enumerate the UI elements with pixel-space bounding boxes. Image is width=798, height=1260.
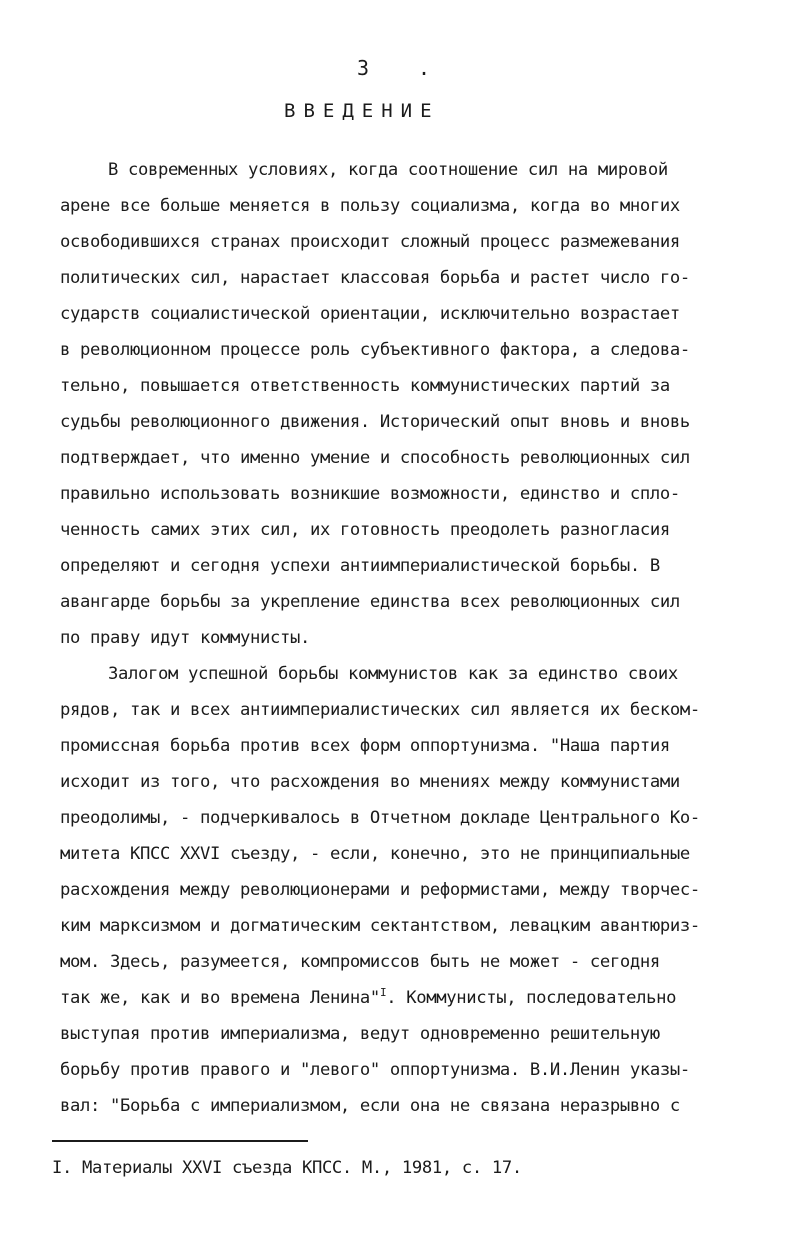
text-line: по праву идут коммунисты. (60, 628, 310, 648)
text-line: мом. Здесь, разумеется, компромиссов быть не может - сегодня (60, 952, 660, 972)
text-line: арене все больше меняется в пользу социализма, когда во многих (60, 196, 680, 216)
text-line: выступая против империализма, ведут одновременно решительную (60, 1024, 660, 1044)
page-dot: . (418, 56, 431, 80)
text-line-end: . Коммунисты, последовательно (386, 988, 677, 1008)
text-line: освободившихся странах происходит сложный процесс размежевания (60, 232, 680, 252)
page-number: 3 (357, 56, 370, 80)
text-line: тельно, повышается ответственность коммунистических партий за (60, 376, 670, 396)
text-line: промиссная борьба против всех форм оппортунизма. "Наша партия (60, 736, 670, 756)
text-line (60, 988, 676, 1008)
text-line: ким марксизмом и догматическим сектантством, левацким авантюриз- (60, 916, 700, 936)
text-line: определяют и сегодня успехи антиимпериалистической борьбы. В (60, 556, 660, 576)
text-line: Залогом успешной борьбы коммунистов как за единство своих (108, 664, 678, 684)
text-line: исходит из того, что расхождения во мнениях между коммунистами (60, 772, 680, 792)
text-line: преодолимы, - подчеркивалось в Отчетном докладе Центрального Ко- (60, 808, 700, 828)
text-line: ченность самих этих сил, их готовность преодолеть разногласия (60, 520, 670, 540)
text-line: сударств социалистической ориентации, исключительно возрастает (60, 304, 680, 324)
text-line-start: так же, как и во времена Ленина" (60, 988, 380, 1008)
text-line: митета КПСС XXVI съезду, - если, конечно, это не принципиальные (60, 844, 690, 864)
text-line: В современных условиях, когда соотношение сил на мировой (108, 160, 668, 180)
text-line: судьбы революционного движения. Исторический опыт вновь и вновь (60, 412, 690, 432)
text-line: борьбу против правого и "левого" оппортунизма. В.И.Ленин указы- (60, 1060, 690, 1080)
text-line: рядов, так и всех антиимпериалистических сил является их беском- (60, 700, 700, 720)
footnote-divider (52, 1140, 308, 1142)
footnote: I. Материалы XXVI съезда КПСС. М., 1981, с. 17. (52, 1158, 522, 1178)
page-title: ВВЕДЕНИЕ (284, 100, 440, 122)
text-line: в революционном процессе роль субъективного фактора, а следова- (60, 340, 690, 360)
text-line: авангарде борьбы за укрепление единства всех революционных сил (60, 592, 680, 612)
text-line: вал: "Борьба с империализмом, если она не связана неразрывно с (60, 1096, 680, 1116)
text-line: подтверждает, что именно умение и способность революционных сил (60, 448, 690, 468)
footnote-ref: I (379, 986, 387, 999)
text-line: расхождения между революционерами и реформистами, между творчес- (60, 880, 700, 900)
text-line: правильно использовать возникшие возможности, единство и спло- (60, 484, 680, 504)
text-line: политических сил, нарастает классовая борьба и растет число го- (60, 268, 690, 288)
